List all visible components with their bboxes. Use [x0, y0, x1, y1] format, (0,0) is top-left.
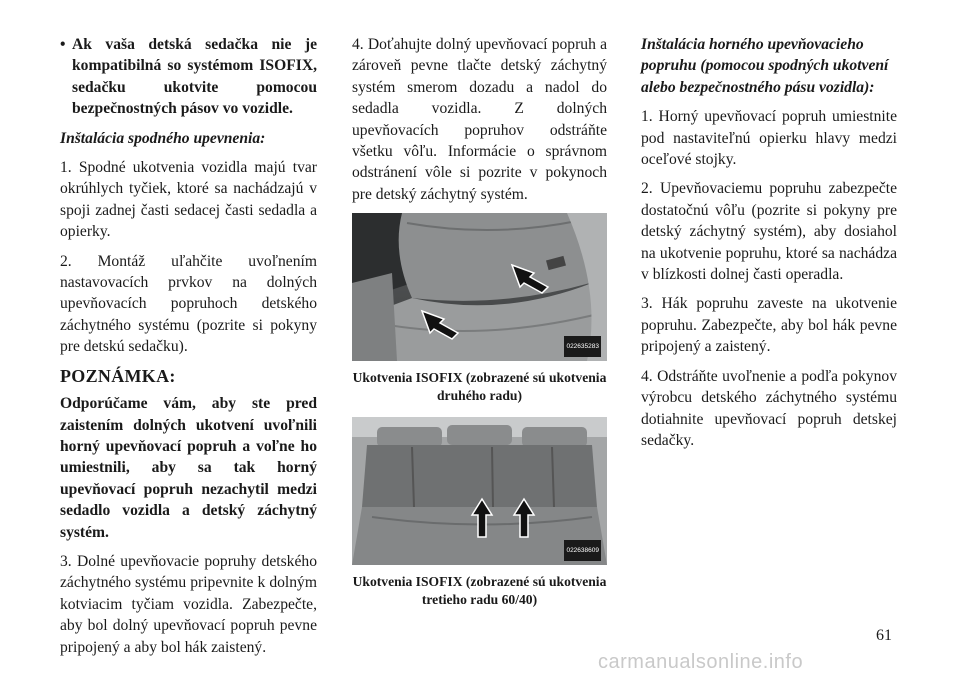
paragraph-step-1: 1. Spodné ukotvenia vozidla majú tvar okrúhlych tyčiek, ktoré sa nachádzajú v spoji zadnej časti sedacej časti sedadla a opierky. [60, 159, 317, 241]
tether-step-3: 3. Hák popruhu zaveste na ukotvenie popruhu. Zabezpečte, aby bol hák pevne pripojený a zaistený. [641, 295, 897, 356]
caption-second-row: Ukotvenia ISOFIX (zobrazené sú ukotvenia druhého radu) [352, 370, 607, 404]
image-code: 022638609 [564, 540, 601, 561]
tether-step-4: 4. Odstráňte uvoľnenie a podľa pokynov výrobcu detského záchytného systému dotiahnite upevňovací popruh detskej sedačky. [641, 367, 897, 449]
bullet-item [60, 34, 317, 120]
bullet-text: Ak vaša detská sedačka nie je kompatibilná so systémom ISOFIX, sedačku ukotvite pomocou bezpečnostných pásov vo vozidle. [72, 36, 317, 118]
page-number: 61 [876, 627, 892, 644]
isofix-third-row-photo [352, 417, 607, 565]
note-text: Odporúčame vám, aby ste pred zaistením dolných ukotvení uvoľnili horný upevňovací popruh a voľne ho umiestnili, aby sa tak horný upevňovací popruh nezachytil medzi sedadlo vozidla a detský záchytný systém. [60, 395, 317, 541]
paragraph-step-4: 4. Doťahujte dolný upevňovací popruh a zároveň pevne tlačte detský záchytný systém smerom dozadu a nadol do sedadla vozidla. Z dolných upevňovacích popruhov odstráňte všetku vôľu. Informácie o správnom odstránení vôle si pozrite v pokynoch pre detský záchytný systém. [352, 36, 607, 203]
paragraph-step-3: 3. Dolné upevňovacie popruhy detského záchytného systému pripevnite k dolným kotviacim tyčiam vozidla. Zabezpečte, aby bol dolný upevňovací popruh pevne pripojený a aby bol hák zaistený. [60, 552, 317, 656]
column-left [60, 34, 317, 666]
watermark: carmanualsonline.info [598, 651, 804, 673]
column-right [641, 34, 897, 459]
subheading-lower-anchor: Inštalácia spodného upevnenia: [60, 129, 266, 147]
paragraph-step-2: 2. Montáž uľahčite uvoľnením nastavovacích prvkov na dolných upevňovacích popruhoch detského záchytného systému (pozrite si pokyny pre detskú sedačku). [60, 252, 317, 356]
tether-step-1: 1. Horný upevňovací popruh umiestnite pod nastaviteľnú opierku hlavy medzi oceľové stojky. [641, 108, 897, 169]
bullet-dot: • [60, 36, 66, 53]
image-code: 022635283 [564, 336, 601, 357]
caption-third-row: Ukotvenia ISOFIX (zobrazené sú ukotvenia tretieho radu 60/40) [352, 574, 607, 608]
isofix-second-row-photo [352, 213, 607, 361]
tether-step-2: 2. Upevňovaciemu popruhu zabezpečte dostatočnú vôľu (pozrite si pokyny pre detský záchytný systém), aby dosiahol na ukotvenie popruhu, ktoré sa nachádza v blízkosti dolnej časti operadla. [641, 180, 897, 284]
subheading-top-tether: Inštalácia horného upevňovacieho popruhu (pomocou spodných ukotvení alebo bezpečnostného pásu vozidla): [641, 36, 889, 96]
column-middle [352, 34, 607, 621]
note-heading: POZNÁMKA: [60, 365, 176, 386]
